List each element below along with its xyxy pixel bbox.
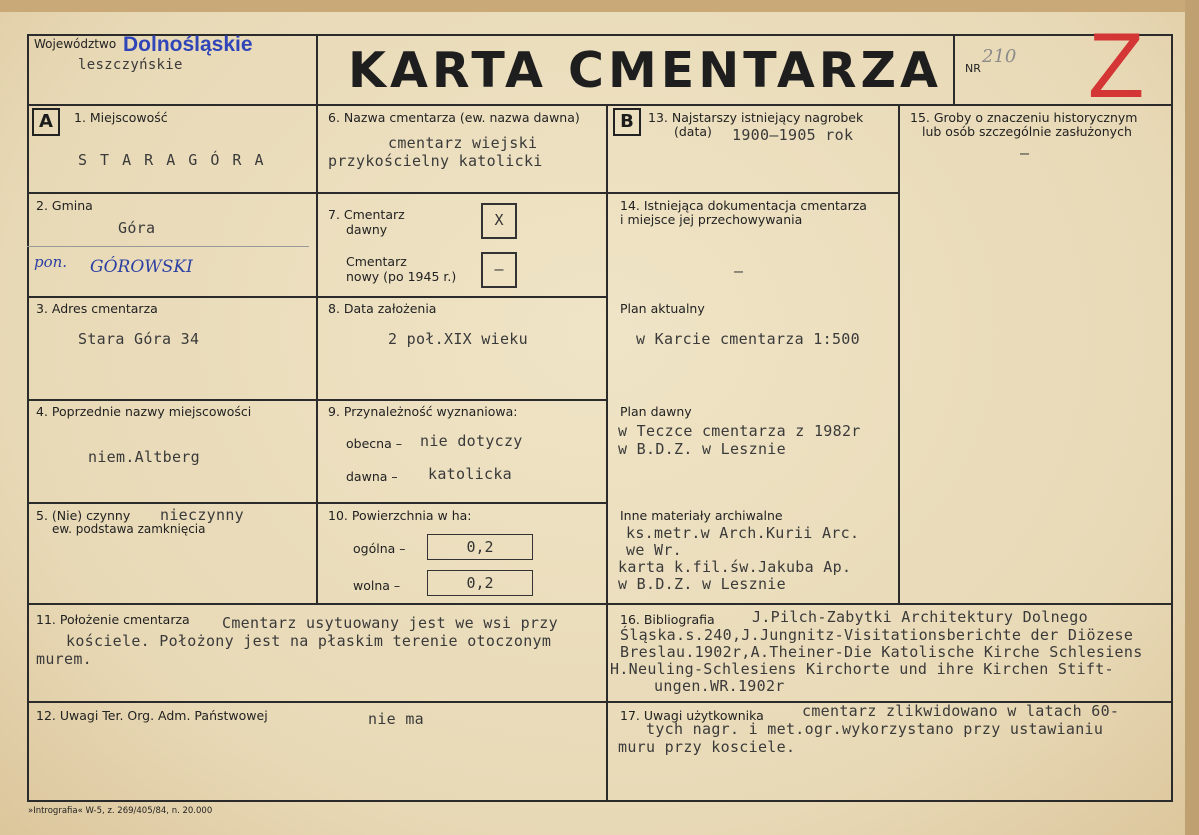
f11-line-3: murem.	[36, 650, 92, 668]
wojewodztwo-old: leszczyńskie	[78, 57, 183, 73]
col-line-2	[606, 104, 608, 800]
frame-left	[27, 34, 29, 802]
section-a-box: A	[32, 108, 60, 136]
f13-label-2: (data)	[674, 124, 712, 139]
header-col-2	[953, 34, 955, 106]
f16-line-2: Śląska.s.240,J.Jungnitz-Visitationsberichte der Diözese	[620, 626, 1134, 644]
row-line-m2	[316, 296, 606, 298]
f13-label-1: 13. Najstarszy istniejący nagrobek	[648, 110, 864, 125]
f12-value: nie ma	[368, 710, 424, 728]
plan-dawny-line-1: w Teczce cmentarza z 1982r	[618, 422, 861, 440]
f1-label: 1. Miejscowość	[74, 110, 168, 125]
inne-label: Inne materiały archiwalne	[620, 508, 783, 523]
f15-value: –	[1020, 144, 1030, 162]
f3-value: Stara Góra 34	[78, 330, 200, 348]
plan-aktualny-value: w Karcie cmentarza 1:500	[636, 330, 860, 348]
f11-line-2: kościele. Położony jest na płaskim terenie otoczonym	[66, 632, 552, 650]
nr-label: NR	[965, 62, 981, 75]
f10-wolna-value[interactable]: 0,2	[427, 570, 533, 596]
f3-label: 3. Adres cmentarza	[36, 301, 158, 316]
row-line-m4	[316, 502, 606, 504]
f14-label-1: 14. Istniejąca dokumentacja cmentarza	[620, 198, 867, 213]
frame-right	[1171, 34, 1173, 802]
f1-value: S T A R A G Ó R A	[78, 151, 266, 169]
plan-dawny-line-2: w B.D.Z. w Lesznie	[618, 440, 786, 458]
inne-line-1: ks.metr.w Arch.Kurii Arc.	[626, 524, 860, 542]
f5-value: nieczynny	[160, 506, 244, 524]
f4-label: 4. Poprzednie nazwy miejscowości	[36, 404, 252, 419]
f6-value-1: cmentarz wiejski	[388, 134, 538, 152]
f5-label-2: ew. podstawa zamknięcia	[52, 522, 206, 536]
f5-label: 5. (Nie) czynny	[36, 508, 131, 523]
f8-label: 8. Data założenia	[328, 301, 437, 316]
card-title: KARTA CMENTARZA	[348, 42, 942, 99]
f16-label: 16. Bibliografia	[620, 612, 715, 627]
f7-nowy-checkbox[interactable]: –	[481, 252, 517, 288]
row-line-r1	[606, 192, 898, 194]
f2-note-prefix: pon.	[34, 253, 68, 271]
f2-note-value: GÓROWSKI	[90, 257, 193, 277]
section-b-box: B	[613, 108, 641, 136]
f11-label: 11. Położenie cmentarza	[36, 612, 190, 627]
row-line-m1	[316, 192, 606, 194]
f8-value: 2 poł.XIX wieku	[388, 330, 528, 348]
inne-line-2: we Wr.	[626, 541, 682, 559]
f6-label: 6. Nazwa cmentarza (ew. nazwa dawna)	[328, 110, 580, 125]
row-line-11	[27, 603, 1173, 605]
f17-line-3: muru przy kosciele.	[618, 738, 796, 756]
inne-line-4: w B.D.Z. w Lesznie	[618, 575, 786, 593]
row-line-l4	[27, 502, 316, 504]
f17-label: 17. Uwagi użytkownika	[620, 708, 764, 723]
row-line-m3	[316, 399, 606, 401]
f7-dawny-checkbox[interactable]: X	[481, 203, 517, 239]
frame-bottom	[27, 800, 1173, 802]
row-line-l2	[27, 296, 316, 298]
f15-label-1: 15. Groby o znaczeniu historycznym	[910, 110, 1138, 125]
f9-label: 9. Przynależność wyznaniowa:	[328, 404, 518, 419]
f6-value-2: przykościelny katolicki	[328, 152, 543, 170]
plan-aktualny-label: Plan aktualny	[620, 301, 705, 316]
z-mark: Z	[1088, 15, 1145, 117]
f15-label-2: lub osób szczególnie zasłużonych	[922, 124, 1132, 139]
f16-line-1: J.Pilch-Zabytki Architektury Dolnego	[752, 608, 1088, 626]
f9-obecna-value: nie dotyczy	[420, 432, 523, 450]
f9-obecna-label: obecna –	[346, 436, 402, 451]
header-col-1	[316, 34, 318, 106]
footer-imprint: »Intrografia« W-5, z. 269/405/84, n. 20.000	[28, 806, 213, 816]
plan-dawny-label: Plan dawny	[620, 404, 692, 419]
f4-value: niem.Altberg	[88, 448, 200, 466]
wojewodztwo-stamp: Dolnośląskie	[123, 33, 253, 56]
f7-label-2: dawny	[346, 222, 388, 237]
nr-value: 210	[982, 46, 1017, 67]
card-right-edge	[1185, 0, 1199, 835]
inne-line-3: karta k.fil.św.Jakuba Ap.	[618, 558, 852, 576]
f9-dawna-value: katolicka	[428, 465, 512, 483]
f10-wolna-label: wolna –	[353, 578, 401, 593]
f17-line-1: cmentarz zlikwidowano w latach 60-	[802, 702, 1120, 720]
f16-line-4: H.Neuling-Schlesiens Kirchorte und ihre Kirchen Stift-	[610, 660, 1114, 678]
row-line-l1	[27, 192, 316, 194]
f12-label: 12. Uwagi Ter. Org. Adm. Państwowej	[36, 708, 268, 723]
f7-nowy-label-2: nowy (po 1945 r.)	[346, 269, 457, 284]
gmina-underline	[27, 246, 309, 247]
f11-line-1: Cmentarz usytuowany jest we wsi przy	[222, 614, 558, 632]
col-line-1	[316, 104, 318, 604]
f9-dawna-label: dawna –	[346, 469, 398, 484]
f14-value: –	[734, 262, 744, 280]
col-line-3	[898, 104, 900, 604]
f10-ogolna-label: ogólna –	[353, 541, 406, 556]
f13-value: 1900–1905 rok	[732, 126, 854, 144]
f17-line-2: tych nagr. i met.ogr.wykorzystano przy ustawianiu	[646, 720, 1104, 738]
f7-nowy-label-1: Cmentarz	[346, 254, 407, 269]
f2-value: Góra	[118, 219, 156, 237]
f16-line-5: ungen.WR.1902r	[654, 677, 785, 695]
f10-label: 10. Powierzchnia w ha:	[328, 508, 472, 523]
f2-label: 2. Gmina	[36, 198, 93, 213]
f16-line-3: Breslau.1902r,A.Theiner-Die Katolische Kirche Schlesiens	[620, 643, 1143, 661]
f7-label-1: 7. Cmentarz	[328, 207, 405, 222]
f10-ogolna-value[interactable]: 0,2	[427, 534, 533, 560]
wojewodztwo-label: Województwo	[34, 37, 117, 51]
card-top-edge	[0, 0, 1199, 12]
row-line-l3	[27, 399, 316, 401]
header-divider	[27, 104, 1173, 106]
f14-label-2: i miejsce jej przechowywania	[620, 212, 803, 227]
